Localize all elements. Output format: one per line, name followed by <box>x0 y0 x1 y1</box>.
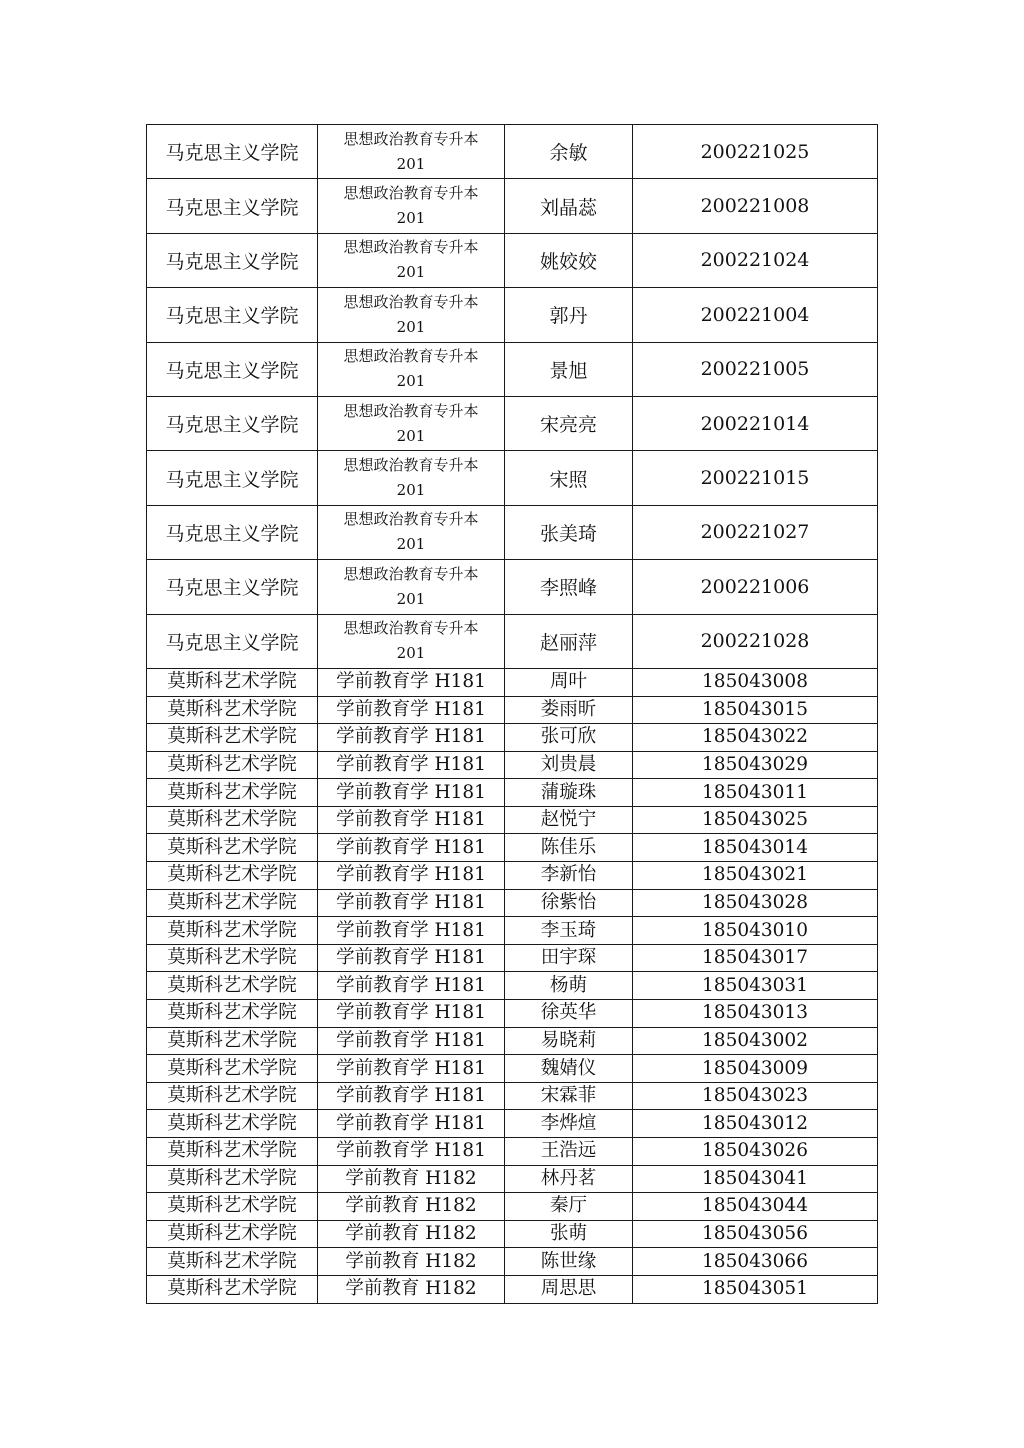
table-row <box>147 1220 878 1248</box>
class-cell: 学前教育 H182 <box>318 1248 505 1276</box>
college-cell: 莫斯科艺术学院 <box>147 1275 318 1303</box>
student-name-cell: 张美琦 <box>505 505 633 559</box>
college-cell: 莫斯科艺术学院 <box>147 1110 318 1138</box>
class-cell: 学前教育 H182 <box>318 1220 505 1248</box>
class-cell: 学前教育学 H181 <box>318 1138 505 1166</box>
table-row <box>147 1000 878 1028</box>
student-name-cell: 李照峰 <box>505 560 633 614</box>
college-cell: 莫斯科艺术学院 <box>147 696 318 724</box>
student-name-cell: 周叶 <box>505 668 633 696</box>
student-name-cell: 王浩远 <box>505 1138 633 1166</box>
college-cell: 马克思主义学院 <box>147 451 318 505</box>
table-row <box>147 560 878 614</box>
class-cell <box>318 396 505 450</box>
table-row <box>147 779 878 807</box>
student-id-cell: 185043014 <box>633 834 878 862</box>
class-number-line: 201 <box>396 481 426 500</box>
class-number-line: 201 <box>396 154 426 173</box>
student-name-cell: 陈世缘 <box>505 1248 633 1276</box>
class-number-line: 201 <box>396 535 426 554</box>
college-cell: 马克思主义学院 <box>147 342 318 396</box>
table-row <box>147 451 878 505</box>
table-row <box>147 862 878 890</box>
college-cell: 莫斯科艺术学院 <box>147 917 318 945</box>
college-cell: 莫斯科艺术学院 <box>147 889 318 917</box>
class-cell: 学前教育学 H181 <box>318 1110 505 1138</box>
student-id-cell: 185043015 <box>633 696 878 724</box>
table-row <box>147 1082 878 1110</box>
student-id-cell: 200221028 <box>633 614 878 668</box>
class-cell: 学前教育学 H181 <box>318 1055 505 1083</box>
class-number-line: 201 <box>396 589 426 608</box>
college-cell: 马克思主义学院 <box>147 396 318 450</box>
student-id-cell: 185043002 <box>633 1027 878 1055</box>
table-row <box>147 505 878 559</box>
college-cell: 马克思主义学院 <box>147 288 318 342</box>
class-cell <box>318 179 505 233</box>
student-name-cell: 易晓莉 <box>505 1027 633 1055</box>
table-row <box>147 1193 878 1221</box>
student-id-cell: 185043044 <box>633 1193 878 1221</box>
class-name-line: 思想政治教育专升本 <box>343 292 479 311</box>
student-name-cell: 李新怡 <box>505 862 633 890</box>
student-id-cell: 185043011 <box>633 779 878 807</box>
college-cell: 莫斯科艺术学院 <box>147 944 318 972</box>
class-cell: 学前教育 H182 <box>318 1275 505 1303</box>
class-cell: 学前教育学 H181 <box>318 862 505 890</box>
student-name-cell: 徐英华 <box>505 1000 633 1028</box>
student-name-cell: 景旭 <box>505 342 633 396</box>
student-name-cell: 陈佳乐 <box>505 834 633 862</box>
college-cell: 莫斯科艺术学院 <box>147 751 318 779</box>
table-row <box>147 614 878 668</box>
table-row <box>147 917 878 945</box>
table-row <box>147 396 878 450</box>
student-id-cell: 185043031 <box>633 972 878 1000</box>
table-row <box>147 751 878 779</box>
class-cell: 学前教育学 H181 <box>318 944 505 972</box>
table-row <box>147 179 878 233</box>
class-cell: 学前教育学 H181 <box>318 779 505 807</box>
class-name-line: 思想政治教育专升本 <box>343 238 479 257</box>
student-id-cell: 200221006 <box>633 560 878 614</box>
student-id-cell: 185043066 <box>633 1248 878 1276</box>
college-cell: 莫斯科艺术学院 <box>147 1027 318 1055</box>
class-cell: 学前教育学 H181 <box>318 1000 505 1028</box>
student-name-cell: 刘晶蕊 <box>505 179 633 233</box>
student-name-cell: 刘贵晨 <box>505 751 633 779</box>
student-id-cell: 185043008 <box>633 668 878 696</box>
student-id-cell: 185043010 <box>633 917 878 945</box>
table-row <box>147 696 878 724</box>
student-id-cell: 185043022 <box>633 724 878 752</box>
student-name-cell: 姚姣姣 <box>505 233 633 287</box>
student-roster-table <box>146 124 878 1304</box>
college-cell: 马克思主义学院 <box>147 505 318 559</box>
class-cell: 学前教育 H182 <box>318 1165 505 1193</box>
table-row <box>147 944 878 972</box>
college-cell: 马克思主义学院 <box>147 560 318 614</box>
table-row <box>147 342 878 396</box>
college-cell: 莫斯科艺术学院 <box>147 1082 318 1110</box>
table-row <box>147 806 878 834</box>
student-id-cell: 185043023 <box>633 1082 878 1110</box>
student-id-cell: 185043012 <box>633 1110 878 1138</box>
table-row <box>147 972 878 1000</box>
student-id-cell: 185043026 <box>633 1138 878 1166</box>
student-name-cell: 魏婧仪 <box>505 1055 633 1083</box>
class-name-line: 思想政治教育专升本 <box>343 347 479 366</box>
student-id-cell: 200221004 <box>633 288 878 342</box>
class-number-line: 201 <box>396 644 426 663</box>
class-cell: 学前教育学 H181 <box>318 834 505 862</box>
class-cell: 学前教育学 H181 <box>318 724 505 752</box>
college-cell: 莫斯科艺术学院 <box>147 1165 318 1193</box>
table-row <box>147 1027 878 1055</box>
student-name-cell: 蒲璇珠 <box>505 779 633 807</box>
student-id-cell: 200221015 <box>633 451 878 505</box>
class-cell: 学前教育学 H181 <box>318 696 505 724</box>
student-id-cell: 185043013 <box>633 1000 878 1028</box>
student-name-cell: 林丹茗 <box>505 1165 633 1193</box>
class-number-line: 201 <box>396 372 426 391</box>
college-cell: 莫斯科艺术学院 <box>147 724 318 752</box>
table-row <box>147 125 878 179</box>
class-number-line: 201 <box>396 426 426 445</box>
table-row <box>147 889 878 917</box>
class-number-line: 201 <box>396 317 426 336</box>
class-cell <box>318 288 505 342</box>
class-cell: 学前教育学 H181 <box>318 972 505 1000</box>
student-id-cell: 185043025 <box>633 806 878 834</box>
college-cell: 马克思主义学院 <box>147 125 318 179</box>
class-name-line: 思想政治教育专升本 <box>343 129 479 148</box>
college-cell: 莫斯科艺术学院 <box>147 1193 318 1221</box>
table-row <box>147 1275 878 1303</box>
student-id-cell: 200221005 <box>633 342 878 396</box>
student-name-cell: 娄雨昕 <box>505 696 633 724</box>
class-cell: 学前教育学 H181 <box>318 668 505 696</box>
student-name-cell: 赵悦宁 <box>505 806 633 834</box>
student-name-cell: 宋照 <box>505 451 633 505</box>
student-name-cell: 周思思 <box>505 1275 633 1303</box>
class-name-line: 思想政治教育专升本 <box>343 184 479 203</box>
student-name-cell: 宋亮亮 <box>505 396 633 450</box>
student-name-cell: 李烨煊 <box>505 1110 633 1138</box>
class-cell <box>318 233 505 287</box>
roster-body <box>147 125 878 1304</box>
class-cell: 学前教育学 H181 <box>318 917 505 945</box>
student-id-cell: 185043041 <box>633 1165 878 1193</box>
student-id-cell: 185043028 <box>633 889 878 917</box>
table-row <box>147 834 878 862</box>
table-row <box>147 1055 878 1083</box>
table-row <box>147 668 878 696</box>
class-cell: 学前教育学 H181 <box>318 1082 505 1110</box>
class-name-line: 思想政治教育专升本 <box>343 456 479 475</box>
table-row <box>147 1138 878 1166</box>
college-cell: 莫斯科艺术学院 <box>147 806 318 834</box>
college-cell: 莫斯科艺术学院 <box>147 1055 318 1083</box>
class-cell: 学前教育学 H181 <box>318 751 505 779</box>
table-row <box>147 233 878 287</box>
student-id-cell: 185043029 <box>633 751 878 779</box>
student-name-cell: 张萌 <box>505 1220 633 1248</box>
class-name-line: 思想政治教育专升本 <box>343 564 479 583</box>
student-name-cell: 郭丹 <box>505 288 633 342</box>
class-cell <box>318 505 505 559</box>
class-cell: 学前教育学 H181 <box>318 806 505 834</box>
class-name-line: 思想政治教育专升本 <box>343 401 479 420</box>
student-id-cell: 200221024 <box>633 233 878 287</box>
class-cell <box>318 614 505 668</box>
student-name-cell: 杨萌 <box>505 972 633 1000</box>
class-name-line: 思想政治教育专升本 <box>343 510 479 529</box>
student-name-cell: 宋霖菲 <box>505 1082 633 1110</box>
college-cell: 马克思主义学院 <box>147 614 318 668</box>
student-name-cell: 余敏 <box>505 125 633 179</box>
student-id-cell: 185043051 <box>633 1275 878 1303</box>
student-id-cell: 200221025 <box>633 125 878 179</box>
class-cell: 学前教育学 H181 <box>318 889 505 917</box>
college-cell: 莫斯科艺术学院 <box>147 1220 318 1248</box>
college-cell: 莫斯科艺术学院 <box>147 862 318 890</box>
student-id-cell: 185043009 <box>633 1055 878 1083</box>
college-cell: 莫斯科艺术学院 <box>147 834 318 862</box>
table-row <box>147 724 878 752</box>
class-number-line: 201 <box>396 209 426 228</box>
college-cell: 马克思主义学院 <box>147 233 318 287</box>
student-id-cell: 200221008 <box>633 179 878 233</box>
student-name-cell: 徐紫怡 <box>505 889 633 917</box>
student-id-cell: 185043021 <box>633 862 878 890</box>
class-cell <box>318 125 505 179</box>
student-name-cell: 秦厅 <box>505 1193 633 1221</box>
class-name-line: 思想政治教育专升本 <box>343 619 479 638</box>
table-row <box>147 1248 878 1276</box>
college-cell: 莫斯科艺术学院 <box>147 668 318 696</box>
college-cell: 莫斯科艺术学院 <box>147 779 318 807</box>
student-name-cell: 张可欣 <box>505 724 633 752</box>
student-name-cell: 田宇琛 <box>505 944 633 972</box>
class-number-line: 201 <box>396 263 426 282</box>
college-cell: 莫斯科艺术学院 <box>147 1248 318 1276</box>
class-cell: 学前教育学 H181 <box>318 1027 505 1055</box>
student-id-cell: 185043056 <box>633 1220 878 1248</box>
college-cell: 莫斯科艺术学院 <box>147 972 318 1000</box>
class-cell <box>318 451 505 505</box>
student-name-cell: 李玉琦 <box>505 917 633 945</box>
college-cell: 莫斯科艺术学院 <box>147 1138 318 1166</box>
class-cell <box>318 560 505 614</box>
class-cell <box>318 342 505 396</box>
college-cell: 马克思主义学院 <box>147 179 318 233</box>
student-id-cell: 185043017 <box>633 944 878 972</box>
table-row <box>147 1165 878 1193</box>
table-row <box>147 1110 878 1138</box>
class-cell: 学前教育 H182 <box>318 1193 505 1221</box>
student-id-cell: 200221027 <box>633 505 878 559</box>
student-name-cell: 赵丽萍 <box>505 614 633 668</box>
college-cell: 莫斯科艺术学院 <box>147 1000 318 1028</box>
table-row <box>147 288 878 342</box>
student-id-cell: 200221014 <box>633 396 878 450</box>
